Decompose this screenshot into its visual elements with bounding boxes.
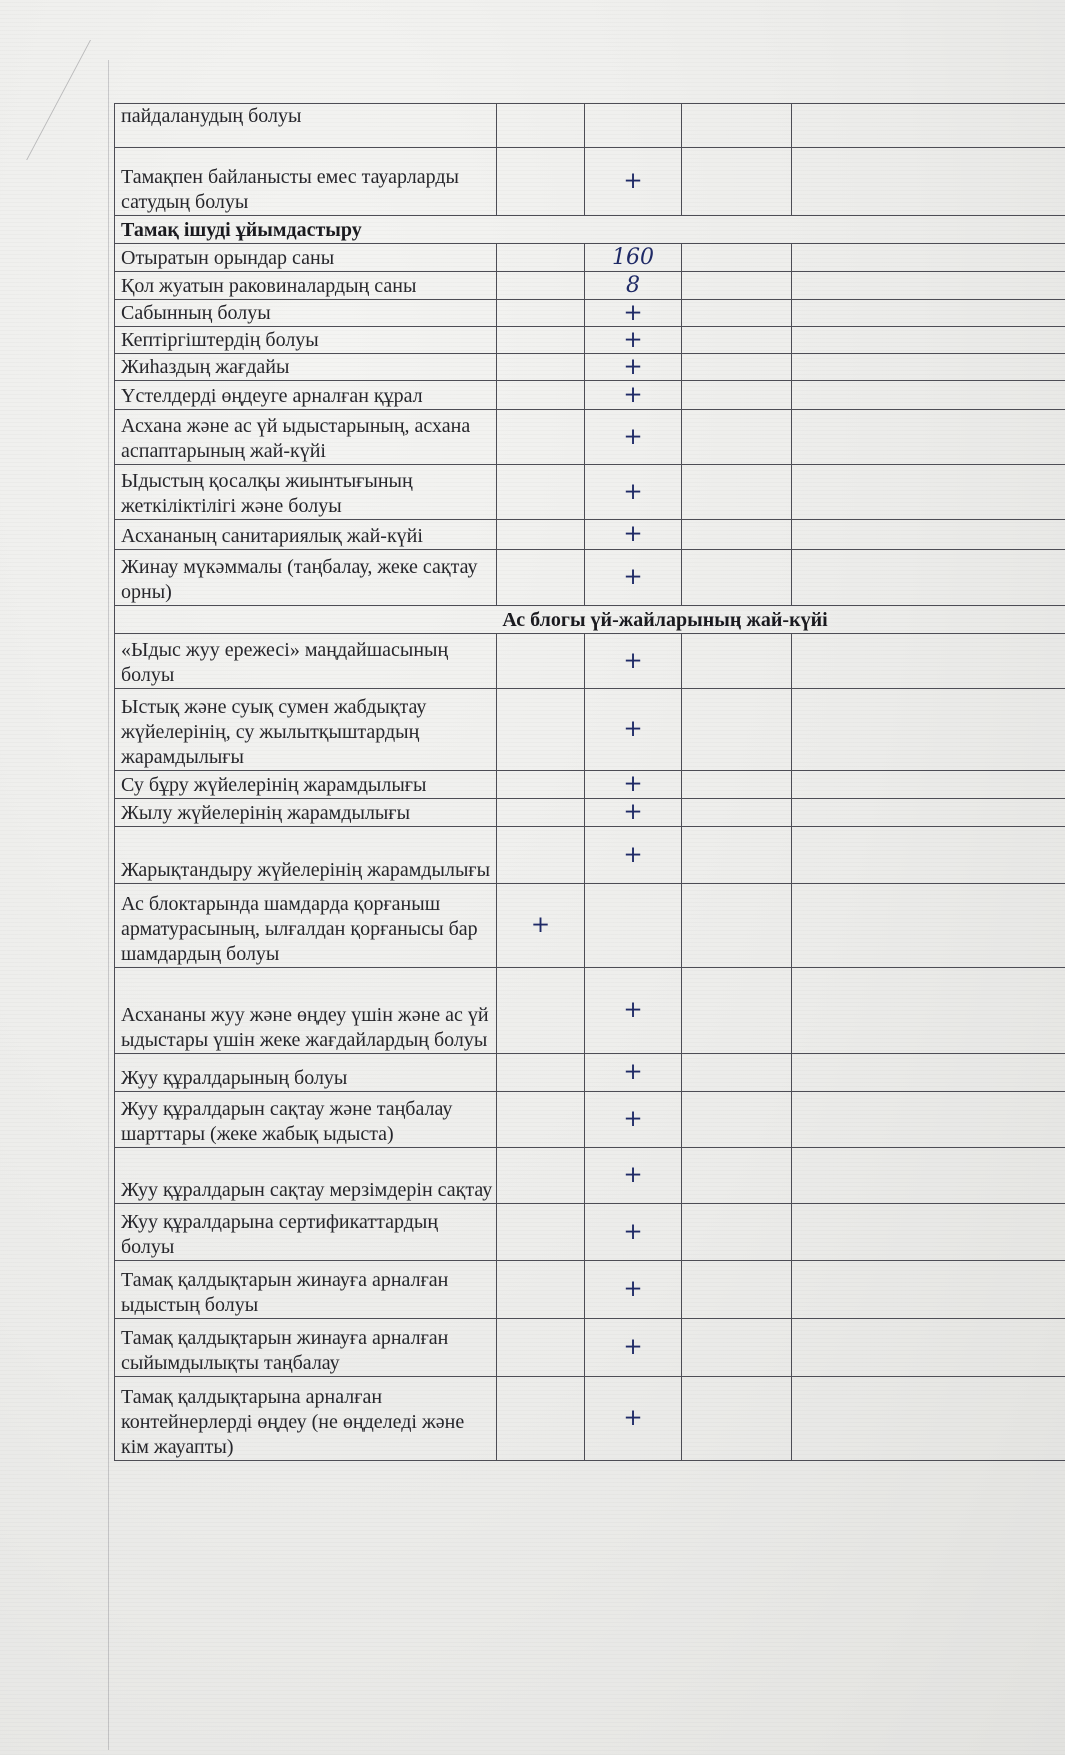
cell-empty: [792, 354, 1065, 381]
table-row: [115, 634, 1065, 689]
cell-empty: [792, 550, 1065, 606]
table-row: [115, 300, 1065, 327]
criterion-text: Жуу құралдарын сақтау және таңбалау шарттары (жеке жабық ыдыста): [115, 1092, 497, 1148]
cell-empty: [792, 148, 1065, 216]
check-mark: +: [585, 1092, 682, 1148]
cell-empty: [792, 827, 1065, 884]
page-fold-line: [0, 40, 91, 160]
check-mark: +: [585, 1148, 682, 1204]
check-mark: +: [585, 381, 682, 410]
cell-empty: [497, 244, 585, 272]
cell-empty: [682, 1319, 792, 1377]
cell-empty: [682, 550, 792, 606]
cell-empty: [682, 1204, 792, 1261]
cell-empty: [792, 465, 1065, 520]
cell-empty: [682, 771, 792, 799]
table-row: [115, 148, 1065, 216]
cell-empty: [497, 327, 585, 354]
check-mark: +: [585, 1319, 682, 1377]
check-mark: +: [585, 689, 682, 771]
cell-empty: [682, 410, 792, 465]
check-mark: +: [585, 520, 682, 550]
check-mark-left: [497, 968, 585, 1054]
table-row: [115, 272, 1065, 300]
check-mark: [585, 104, 682, 148]
cell-empty: [682, 381, 792, 410]
cell-empty: [497, 272, 585, 300]
criterion-text: Жинау мүкәммалы (таңбалау, жеке сақтау орны): [115, 550, 497, 606]
criterion-text: Асхана және ас үй ыдыстарының, асхана аспаптарының жай-күйі: [115, 410, 497, 465]
check-mark: +: [585, 550, 682, 606]
cell-empty: [497, 465, 585, 520]
cell-empty: [792, 1092, 1065, 1148]
table-row: [115, 827, 1065, 884]
check-mark: +: [585, 465, 682, 520]
check-mark-left: [497, 771, 585, 799]
cell-empty: [682, 148, 792, 216]
cell-empty: [682, 689, 792, 771]
criterion-text: Отыратын орындар саны: [115, 244, 497, 272]
cell-empty: [682, 327, 792, 354]
inspection-checklist-table: [114, 103, 1065, 1461]
cell-empty: [682, 968, 792, 1054]
check-mark-left: [497, 1092, 585, 1148]
cell-empty: [497, 104, 585, 148]
table-row: [115, 771, 1065, 799]
table-row: [115, 1204, 1065, 1261]
criterion-text: Жуу құралдарына сертификаттардың болуы: [115, 1204, 497, 1261]
check-mark-left: [497, 1319, 585, 1377]
cell-empty: [792, 1261, 1065, 1319]
criterion-text: Сабынның болуы: [115, 300, 497, 327]
margin-line: [108, 60, 109, 1750]
table-row: [115, 884, 1065, 968]
cell-empty: [792, 244, 1065, 272]
cell-empty: [792, 410, 1065, 465]
check-mark-left: [497, 827, 585, 884]
cell-empty: [682, 520, 792, 550]
cell-empty: [792, 300, 1065, 327]
check-mark: +: [585, 1261, 682, 1319]
criterion-text: «Ыдыс жуу ережесі» маңдайшасының болуы: [115, 634, 497, 689]
table-row: [115, 799, 1065, 827]
cell-empty: [682, 104, 792, 148]
check-mark-left: [497, 1148, 585, 1204]
cell-empty: [792, 1148, 1065, 1204]
table-row: [115, 1261, 1065, 1319]
cell-empty: [682, 1054, 792, 1092]
check-mark: +: [585, 410, 682, 465]
cell-empty: [497, 148, 585, 216]
cell-empty: [497, 300, 585, 327]
criterion-text: Кептіргіштердің болуы: [115, 327, 497, 354]
criterion-text: Тамақ қалдықтарын жинауға арналған ыдыстың болуы: [115, 1261, 497, 1319]
check-mark: +: [585, 327, 682, 354]
check-mark: +: [585, 799, 682, 827]
check-mark: +: [585, 1204, 682, 1261]
cell-empty: [792, 634, 1065, 689]
cell-empty: [682, 244, 792, 272]
cell-empty: [682, 465, 792, 520]
cell-empty: [682, 354, 792, 381]
cell-empty: [682, 884, 792, 968]
cell-empty: [792, 884, 1065, 968]
table-row: [115, 1092, 1065, 1148]
criterion-text: Жиһаздың жағдайы: [115, 354, 497, 381]
cell-empty: [682, 1092, 792, 1148]
check-mark-left: [497, 1377, 585, 1461]
cell-empty: [497, 520, 585, 550]
check-mark: +: [585, 300, 682, 327]
cell-empty: [682, 1261, 792, 1319]
cell-empty: [792, 771, 1065, 799]
criterion-text: Ыдыстың қосалқы жиынтығының жеткіліктілігі және болуы: [115, 465, 497, 520]
cell-empty: [792, 381, 1065, 410]
cell-empty: [792, 272, 1065, 300]
check-mark: +: [585, 968, 682, 1054]
criterion-text: Жуу құралдарының болуы: [115, 1054, 497, 1092]
cell-empty: [682, 827, 792, 884]
cell-empty: [682, 272, 792, 300]
check-mark-left: [497, 799, 585, 827]
criterion-text: Тамақпен байланысты емес тауарларды сатудың болуы: [115, 148, 497, 216]
criterion-text: Жуу құралдарын сақтау мерзімдерін сақтау: [115, 1148, 497, 1204]
cell-empty: [792, 1377, 1065, 1461]
check-mark: +: [585, 634, 682, 689]
table-row: [115, 410, 1065, 465]
cell-empty: [792, 1319, 1065, 1377]
table-row: [115, 354, 1065, 381]
check-mark: 160: [585, 244, 682, 272]
criterion-text: Ас блоктарында шамдарда қорғаныш арматурасының, ылғалдан қорғанысы бар шамдардың болуы: [115, 884, 497, 968]
criterion-text: Асхананы жуу және өңдеу үшін және ас үй ыдыстары үшін жеке жағдайлардың болуы: [115, 968, 497, 1054]
section-header-row: [115, 216, 1065, 244]
table-row: [115, 104, 1065, 148]
cell-empty: [682, 1148, 792, 1204]
cell-empty: [497, 410, 585, 465]
check-mark-left: [497, 1204, 585, 1261]
check-mark-left: [497, 689, 585, 771]
criterion-text: Үстелдерді өңдеуге арналған құрал: [115, 381, 497, 410]
cell-empty: [792, 1054, 1065, 1092]
table-row: [115, 520, 1065, 550]
cell-empty: [792, 104, 1065, 148]
check-mark: +: [585, 1054, 682, 1092]
criterion-text: Тамақ қалдықтарына арналған контейнерлерді өңдеу (не өңделеді және кім жауапты): [115, 1377, 497, 1461]
section-title: Тамақ ішуді ұйымдастыру: [115, 216, 1065, 244]
check-mark: 8: [585, 272, 682, 300]
table-row: [115, 968, 1065, 1054]
check-mark: +: [585, 827, 682, 884]
cell-empty: [792, 689, 1065, 771]
table-row: [115, 1148, 1065, 1204]
cell-empty: [792, 327, 1065, 354]
table-row: [115, 1054, 1065, 1092]
cell-empty: [792, 520, 1065, 550]
check-mark: +: [585, 354, 682, 381]
cell-empty: [682, 634, 792, 689]
check-mark: +: [585, 771, 682, 799]
table-row: [115, 244, 1065, 272]
criterion-text: Қол жуатын раковиналардың саны: [115, 272, 497, 300]
section-header-row: [115, 606, 1065, 634]
table-row: [115, 327, 1065, 354]
check-mark: +: [585, 148, 682, 216]
check-mark: [585, 884, 682, 968]
criterion-text: Асхананың санитариялық жай-күйі: [115, 520, 497, 550]
cell-empty: [792, 968, 1065, 1054]
table-row: [115, 1377, 1065, 1461]
cell-empty: [682, 1377, 792, 1461]
table-row: [115, 465, 1065, 520]
section-title: Ас блогы үй-жайларының жай-күйі: [115, 606, 1065, 634]
check-mark-left: [497, 1261, 585, 1319]
cell-empty: [497, 550, 585, 606]
table-row: [115, 550, 1065, 606]
cell-empty: [792, 1204, 1065, 1261]
cell-empty: [497, 381, 585, 410]
cell-empty: [497, 354, 585, 381]
criterion-text: пайдаланудың болуы: [115, 104, 497, 148]
table-row: [115, 1319, 1065, 1377]
table-row: [115, 381, 1065, 410]
check-mark-left: +: [497, 884, 585, 968]
check-mark: +: [585, 1377, 682, 1461]
criterion-text: Ыстық және суық сумен жабдықтау жүйелерінің, су жылытқыштардың жарамдылығы: [115, 689, 497, 771]
criterion-text: Жарықтандыру жүйелерінің жарамдылығы: [115, 827, 497, 884]
table-row: [115, 689, 1065, 771]
cell-empty: [682, 300, 792, 327]
criterion-text: Су бұру жүйелерінің жарамдылығы: [115, 771, 497, 799]
criterion-text: Жылу жүйелерінің жарамдылығы: [115, 799, 497, 827]
check-mark-left: [497, 634, 585, 689]
check-mark-left: [497, 1054, 585, 1092]
criterion-text: Тамақ қалдықтарын жинауға арналған сыйымдылықты таңбалау: [115, 1319, 497, 1377]
cell-empty: [682, 799, 792, 827]
cell-empty: [792, 799, 1065, 827]
